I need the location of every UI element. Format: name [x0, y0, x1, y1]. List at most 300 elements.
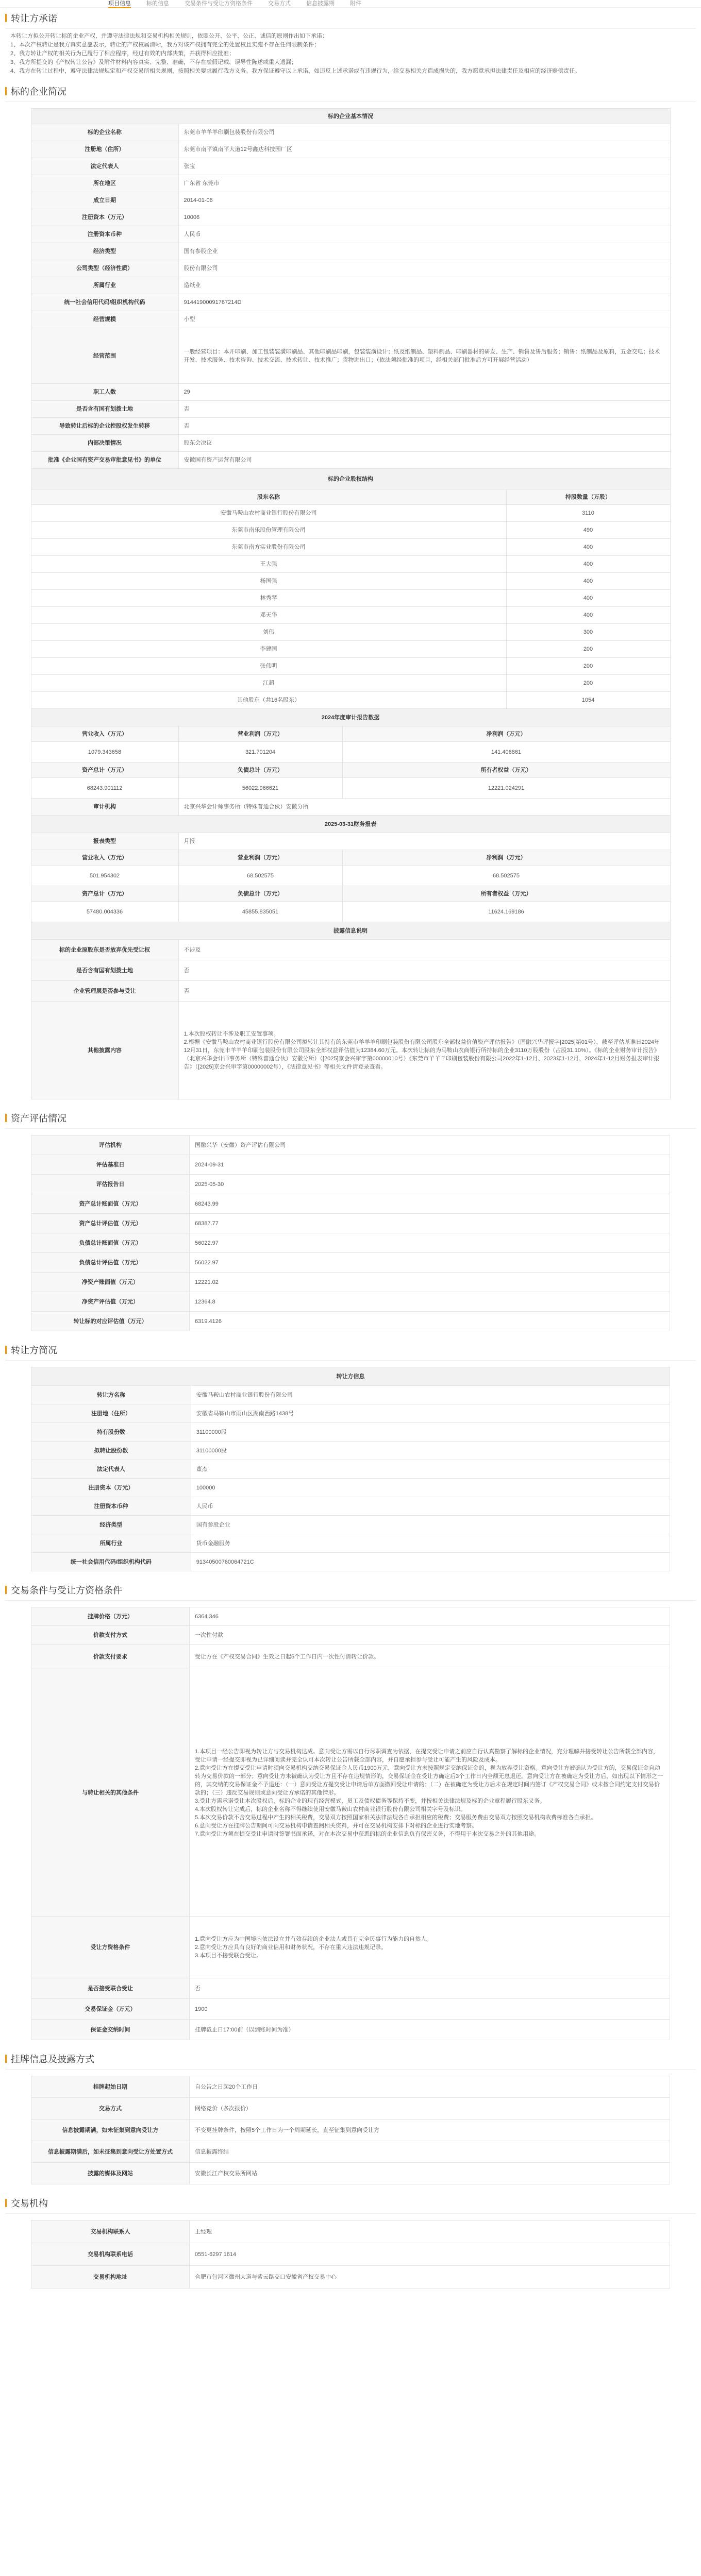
table-row: [31, 243, 670, 260]
row-label: 净资产账面值（万元）: [31, 1273, 190, 1292]
table-row: [31, 1479, 670, 1497]
table-row: [31, 2266, 670, 2289]
row-label: 保证金交纳时间: [31, 2020, 190, 2040]
table-row: [31, 726, 670, 742]
row-value: 2024-09-31: [190, 1155, 670, 1175]
agency-table: [31, 2220, 670, 2289]
table-row: [31, 158, 670, 175]
row-value: 合肥市包河区徽州大道与紫云路交口安徽省产权交易中心: [190, 2266, 670, 2289]
section-title-agency: [5, 2193, 696, 2214]
row-label: 负债总计评估值（万元）: [31, 1253, 190, 1273]
tab-item[interactable]: 附件: [350, 1, 361, 7]
table-cell: 邓天华: [31, 607, 506, 624]
table-row: [31, 1175, 670, 1194]
table-row: [31, 539, 670, 556]
row-label: 价款支付方式: [31, 1626, 190, 1645]
section-accent: [5, 1346, 7, 1354]
table-row: [31, 1136, 670, 1155]
section-title-seller: [5, 1340, 696, 1361]
table-row: [31, 675, 670, 692]
table-row: [31, 1273, 670, 1292]
table-header: 2024年度审计报告数据: [31, 709, 670, 726]
table-row: [31, 981, 670, 1002]
table-cell: 400: [506, 539, 670, 556]
row-label: 经济类型: [31, 243, 178, 260]
table-row: [31, 1534, 670, 1553]
top-nav: [0, 0, 701, 8]
row-value: 1.意向受让方应为中国境内依法设立并有效存续的企业法人或具有完全民事行为能力的自然人。 2.意向受让方应具有良好的商业信用和财务状况，不存在重大违法违规记录。 3.本项目不接受联合受让。: [190, 1917, 670, 1978]
row-value: 挂牌截止日17:00前（以到账时间为准）: [190, 2020, 670, 2040]
row-label: 导致转让后标的企业控股权发生转移: [31, 418, 178, 435]
table-cell: 净利润（万元）: [342, 726, 670, 742]
row-value: 股份有限公司: [178, 260, 670, 277]
table-row: [31, 209, 670, 226]
table-row: [31, 607, 670, 624]
row-label: 法定代表人: [31, 158, 178, 175]
row-value: 小型: [178, 311, 670, 328]
table-row: [31, 522, 670, 539]
table-row: [31, 778, 670, 799]
row-label: 批准《企业国有资产交易审批意见书》的单位: [31, 452, 178, 469]
row-label: 公司类型（经济性质）: [31, 260, 178, 277]
table-header-row: [31, 709, 670, 726]
row-value: 100000: [191, 1479, 670, 1497]
row-label: 所属行业: [31, 1534, 191, 1553]
row-label: 注册地（住所）: [31, 1404, 191, 1423]
row-value: 不涉及: [178, 940, 670, 960]
table-row: [31, 692, 670, 709]
row-value: 10006: [178, 209, 670, 226]
table-row: [31, 1404, 670, 1423]
row-value: 一次性付款: [190, 1626, 670, 1645]
table-row: [31, 2163, 670, 2184]
row-label: 统一社会信用代码/组织机构代码: [31, 294, 178, 311]
row-value: 安徽国有资产运营有限公司: [178, 452, 670, 469]
table-cell: 141.406861: [342, 742, 670, 762]
table-row: [31, 192, 670, 209]
row-value: 安徽马鞍山农村商业银行股份有限公司: [191, 1386, 670, 1404]
row-label: 标的企业原股东是否放弃优先受让权: [31, 940, 178, 960]
table-row: [31, 1423, 670, 1442]
table-row: [31, 1233, 670, 1253]
section-accent: [5, 2199, 7, 2207]
promise-line: 4、我方在转让过程中，遵守法律法规规定和产权交易所相关规则，按照相关要求履行我方义务。我方保证遵守以上承诺，如违反上述承诺或有违规行为，给交易相关方造成损失的，我方愿意承担法律责任及相应的经济赔偿责任。: [10, 68, 581, 74]
table-row: [31, 590, 670, 607]
row-label: 交易机构联系电话: [31, 2243, 190, 2266]
row-value: 人民币: [191, 1497, 670, 1516]
table-cell: 王大强: [31, 556, 506, 573]
table-header-row: [31, 922, 670, 940]
table-row: [31, 505, 670, 522]
promise-line: 本转让方拟公开转让标的企业产权，并遵守法律法规和交易机构相关规则，依照公开、公平、公正、诚信的原则作出如下承诺：: [10, 33, 328, 39]
row-label: 标的企业名称: [31, 124, 178, 141]
row-label: 评估基准日: [31, 1155, 190, 1175]
table-cell: 所有者权益（万元）: [342, 762, 670, 778]
row-value: 董杰: [191, 1460, 670, 1479]
row-label: 经济类型: [31, 1516, 191, 1534]
table-row: [31, 886, 670, 902]
row-label: 所属行业: [31, 277, 178, 294]
section-title-text: 资产评估情况: [11, 1113, 66, 1124]
section-title-listing: [5, 2048, 696, 2070]
row-value: 6319.4126: [190, 1312, 670, 1331]
row-value: 68387.77: [190, 1214, 670, 1233]
row-value: 月报: [178, 833, 670, 850]
row-value: 12221.02: [190, 1273, 670, 1292]
row-value: 1900: [190, 1999, 670, 2020]
table-header: 转让方信息: [31, 1367, 670, 1386]
section-title-text: 挂牌信息及披露方式: [11, 2054, 94, 2064]
table-row: [31, 1999, 670, 2020]
row-label: 信息披露期满后，如未征集到意向受让方处置方式: [31, 2141, 190, 2163]
section-accent: [5, 87, 7, 95]
row-label: 所在地区: [31, 175, 178, 192]
table-row: [31, 1917, 670, 1978]
table-cell: 400: [506, 607, 670, 624]
section-title-text: 交易条件与受让方资格条件: [11, 1585, 122, 1596]
row-value: 人民币: [178, 226, 670, 243]
table-row: [31, 2221, 670, 2243]
table-row: [31, 1312, 670, 1331]
table-row: [31, 328, 670, 384]
row-label: 价款支付要求: [31, 1645, 190, 1669]
table-cell: 1079.343658: [31, 742, 178, 762]
row-value: 56022.97: [190, 1253, 670, 1273]
table-cell: 200: [506, 675, 670, 692]
table-row: [31, 850, 670, 866]
table-cell: 林秀琴: [31, 590, 506, 607]
row-value: 股东会决议: [178, 435, 670, 452]
table-cell: 负债总计（万元）: [178, 762, 342, 778]
row-value: 91340500760064721C: [191, 1553, 670, 1571]
table-cell: 李建国: [31, 641, 506, 658]
row-value: 否: [178, 418, 670, 435]
table-cell: 11624.169186: [342, 902, 670, 922]
table-cell: 300: [506, 624, 670, 641]
table-cell: 200: [506, 658, 670, 675]
table-row: [31, 641, 670, 658]
row-label: 注册资本币种: [31, 226, 178, 243]
table-row: [31, 833, 670, 850]
row-label: 受让方资格条件: [31, 1917, 190, 1978]
table-cell: 1054: [506, 692, 670, 709]
row-label: 评估报告日: [31, 1175, 190, 1194]
table-cell: 56022.966621: [178, 778, 342, 799]
table-cell: 张伟明: [31, 658, 506, 675]
row-value: 12364.8: [190, 1292, 670, 1312]
row-value: 1.本次股权转让不涉及职工安置事项。 2.根据《安徽马鞍山农村商业银行股份有限公司拟转让其持有的东莞市羊羊羊印刷包装股份有限公司股东全部权益价值资产评估报告》（国融兴华评报字[2025]第01号），截至评估基准日2024年12月31日，东莞市羊羊羊印刷包装股份有限公司股东全部权益评估值为12384.60万元。本次转让标的为马鞍山农商银行所持标的企业3110万股股份（占股31.10%）。《标的企业财务审计报告》（北京兴华会计师事务所（特殊普通合伙）安徽分所）（[2025]京会兴审字第00000010号）《东莞市羊羊羊印刷包装股份有限公司2022年1-12月、2023年1-12月、2024年1-12月财务报表审计报告》（[2025]京会兴审字第00000002号），《法律意见书》等相关文件请登录查看。: [178, 1002, 670, 1099]
table-row: [31, 1553, 670, 1571]
promise-line: 1、本次产权转让是我方真实意愿表示，转让的产权权属清晰，我方对该产权拥有完全的处置权且实施不存在任何限制条件；: [10, 42, 320, 48]
table-row: [31, 940, 670, 960]
table-cell: 68.502575: [342, 866, 670, 886]
row-value: 广东省 东莞市: [178, 175, 670, 192]
table-header: 披露信息说明: [31, 922, 670, 940]
table-row: [31, 2243, 670, 2266]
row-value: 0551-6297 1614: [190, 2243, 670, 2266]
section-title-text: 转让方承诺: [11, 13, 57, 24]
section-title-company: [5, 81, 696, 102]
table-cell: 490: [506, 522, 670, 539]
row-label: 注册资本（万元）: [31, 1479, 191, 1497]
row-label: 挂牌起始日期: [31, 2076, 190, 2098]
row-value: 31100000股: [191, 1423, 670, 1442]
row-value: 2014-01-06: [178, 192, 670, 209]
row-value: 68243.99: [190, 1194, 670, 1214]
table-header: 标的企业基本情况: [31, 109, 670, 124]
row-value: 6364.346: [190, 1607, 670, 1626]
table-row: [31, 2098, 670, 2120]
row-value: 受让方在《产权交易合同》生效之日起5个工作日内一次性付清转让价款。: [190, 1645, 670, 1669]
row-label: 其他披露内容: [31, 1002, 178, 1099]
table-header: 标的企业股权结构: [31, 469, 670, 489]
row-label: 企业管理层是否参与受让: [31, 981, 178, 1002]
row-label: 是否含有国有划拨土地: [31, 960, 178, 981]
row-label: 职工人数: [31, 384, 178, 401]
row-label: 是否含有国有划拨土地: [31, 401, 178, 418]
table-row: [31, 624, 670, 641]
table-header-row: [31, 469, 670, 489]
table-row: [31, 384, 670, 401]
row-value: 国有参股企业: [178, 243, 670, 260]
table-row: [31, 452, 670, 469]
tab-item[interactable]: 标的信息: [146, 1, 169, 7]
row-label: 净资产评估值（万元）: [31, 1292, 190, 1312]
row-label: 资产总计评估值（万元）: [31, 1214, 190, 1233]
table-row: [31, 866, 670, 886]
row-value: 造纸业: [178, 277, 670, 294]
row-value: 东莞市南平镇南平大道12号鑫达科技园厂区: [178, 141, 670, 158]
table-row: [31, 1516, 670, 1534]
row-value: 网络竞价（多次报价）: [190, 2098, 670, 2120]
section-title-promise: [5, 8, 696, 29]
tab-item[interactable]: 信息披露期: [306, 1, 335, 7]
table-cell: 资产总计（万元）: [31, 762, 178, 778]
row-value: 否: [190, 1978, 670, 1999]
section-title-text: 转让方简况: [11, 1345, 57, 1355]
table-cell: 所有者权益（万元）: [342, 886, 670, 902]
table-cell: 股东名称: [31, 489, 506, 505]
section-accent: [5, 1586, 7, 1594]
table-row: [31, 1442, 670, 1460]
table-header-row: [31, 109, 670, 124]
row-label: 审计机构: [31, 799, 178, 816]
row-value: 信息披露终结: [190, 2141, 670, 2163]
row-label: 负债总计账面值（万元）: [31, 1233, 190, 1253]
row-value: 56022.97: [190, 1233, 670, 1253]
table-cell: 其他股东（共16名股东）: [31, 692, 506, 709]
table-cell: 净利润（万元）: [342, 850, 670, 866]
row-label: 持有股份数: [31, 1423, 191, 1442]
row-value: 安徽省马鞍山市雨山区湖南西路1438号: [191, 1404, 670, 1423]
row-value: 王经理: [190, 2221, 670, 2243]
row-label: 报表类型: [31, 833, 178, 850]
table-cell: 东莞市南方实业股份有限公司: [31, 539, 506, 556]
table-row: [31, 124, 670, 141]
row-label: 信息披露期满，如未征集到意向受让方: [31, 2120, 190, 2141]
section-title-text: 标的企业简况: [11, 87, 66, 97]
table-row: [31, 960, 670, 981]
table-cell: 68243.901112: [31, 778, 178, 799]
table-row: [31, 1978, 670, 1999]
listing-table: [31, 2076, 670, 2184]
table-row: [31, 1292, 670, 1312]
table-cell: 3110: [506, 505, 670, 522]
table-row: [31, 401, 670, 418]
table-row: [31, 1626, 670, 1645]
row-label: 内部决策情况: [31, 435, 178, 452]
table-row: [31, 1497, 670, 1516]
table-row: [31, 742, 670, 762]
table-cell: 营业利润（万元）: [178, 850, 342, 866]
table-row: [31, 175, 670, 192]
row-value: 国融兴华（安徽）资产评估有限公司: [190, 1136, 670, 1155]
table-cell: 400: [506, 590, 670, 607]
table-row: [31, 1002, 670, 1099]
row-label: 披露的媒体及网站: [31, 2163, 190, 2184]
row-label: 是否接受联合受让: [31, 1978, 190, 1999]
row-label: 交易机构联系人: [31, 2221, 190, 2243]
table-row: [31, 573, 670, 590]
row-label: 交易保证金（万元）: [31, 1999, 190, 2020]
table-cell: 321.701204: [178, 742, 342, 762]
table-cell: 501.954302: [31, 866, 178, 886]
table-row: [31, 226, 670, 243]
table-row: [31, 1669, 670, 1917]
conditions-table: [31, 1607, 670, 2040]
row-label: 交易方式: [31, 2098, 190, 2120]
table-header-row: [31, 816, 670, 833]
row-label: 统一社会信用代码/组织机构代码: [31, 1553, 191, 1571]
section-title-text: 交易机构: [11, 2198, 48, 2209]
row-label: 交易机构地址: [31, 2266, 190, 2289]
row-label: 挂牌价格（万元）: [31, 1607, 190, 1626]
table-cell: 资产总计（万元）: [31, 886, 178, 902]
row-label: 注册资本（万元）: [31, 209, 178, 226]
seller-table: [31, 1367, 670, 1571]
section-accent: [5, 1114, 7, 1122]
table-cell: 营业收入（万元）: [31, 850, 178, 866]
table-cell: 江超: [31, 675, 506, 692]
company-table: [31, 108, 671, 1099]
row-value: 国有参股企业: [191, 1516, 670, 1534]
tab-item[interactable]: 项目信息: [108, 0, 131, 8]
table-row: [31, 799, 670, 816]
table-cell: 刘伟: [31, 624, 506, 641]
row-value: 北京兴华会计师事务所（特殊普通合伙）安徽分所: [178, 799, 670, 816]
row-value: 2025-05-30: [190, 1175, 670, 1194]
table-cell: 400: [506, 573, 670, 590]
row-label: 评估机构: [31, 1136, 190, 1155]
row-label: 成立日期: [31, 192, 178, 209]
row-value: 货币金融服务: [191, 1534, 670, 1553]
row-value: 91441900091767214D: [178, 294, 670, 311]
section-title-valuation: [5, 1108, 696, 1129]
promise-line: 3、我方所提交的《产权转让公告》及附件材料内容真实、完整、准确，不存在虚假记载、误导性陈述或重大遗漏；: [10, 59, 297, 65]
table-row: [31, 489, 670, 505]
row-label: 注册地（住所）: [31, 141, 178, 158]
section-accent: [5, 2055, 7, 2063]
table-row: [31, 2020, 670, 2040]
table-cell: 营业利润（万元）: [178, 726, 342, 742]
promise-text: [5, 29, 696, 81]
row-label: 注册资本币种: [31, 1497, 191, 1516]
table-cell: 安徽马鞍山农村商业银行股份有限公司: [31, 505, 506, 522]
table-row: [31, 311, 670, 328]
row-value: 否: [178, 960, 670, 981]
table-cell: 杨国强: [31, 573, 506, 590]
row-label: 资产总计账面值（万元）: [31, 1194, 190, 1214]
table-cell: 200: [506, 641, 670, 658]
table-row: [31, 418, 670, 435]
table-row: [31, 141, 670, 158]
row-label: 与转让相关的其他条件: [31, 1669, 190, 1917]
table-row: [31, 1214, 670, 1233]
tab-item[interactable]: 交易方式: [268, 1, 291, 7]
row-value: 否: [178, 401, 670, 418]
table-row: [31, 294, 670, 311]
tab-item[interactable]: 交易条件与受让方资格条件: [185, 1, 253, 7]
table-cell: 营业收入（万元）: [31, 726, 178, 742]
table-cell: 东莞市南乐股份管理有限公司: [31, 522, 506, 539]
row-value: 安徽长江产权交易所网站: [190, 2163, 670, 2184]
row-label: 拟转让股份数: [31, 1442, 191, 1460]
row-value: 自公告之日起20个工作日: [190, 2076, 670, 2098]
table-row: [31, 1460, 670, 1479]
row-label: 经营范围: [31, 328, 178, 384]
section-accent: [5, 14, 7, 22]
row-value: 否: [178, 981, 670, 1002]
table-row: [31, 435, 670, 452]
table-cell: 持股数量（万股）: [506, 489, 670, 505]
table-row: [31, 1194, 670, 1214]
nav-tabs: [108, 0, 361, 8]
table-header: 2025-03-31财务报表: [31, 816, 670, 833]
table-cell: 负债总计（万元）: [178, 886, 342, 902]
table-row: [31, 2076, 670, 2098]
table-header-row: [31, 1367, 670, 1386]
table-row: [31, 2141, 670, 2163]
table-row: [31, 1155, 670, 1175]
table-cell: 45855.835051: [178, 902, 342, 922]
page-content: [5, 8, 696, 2289]
table-row: [31, 277, 670, 294]
table-row: [31, 902, 670, 922]
table-row: [31, 1645, 670, 1669]
row-label: 经营规模: [31, 311, 178, 328]
row-value: 一般经营项目：本开印刷、加工包装装潢印刷品、其他印刷品印刷，包装装潢设计；纸及纸制品、塑料制品、印刷器材的研发、生产、销售及售后服务；销售：纸制品及原料，五金交电；技术开发、技术服务、技术咨询、技术交流、技术转让、技术推广；货物进出口；（依法须经批准的项目，经相关部门批准后方可开展经营活动）: [178, 328, 670, 384]
promise-line: 2、我方转让产权的相关行为已履行了相应程序，经过有效的内部决策，并获得相应批准；: [10, 50, 235, 57]
row-label: 转让标的对应评估值（万元）: [31, 1312, 190, 1331]
row-value: 29: [178, 384, 670, 401]
row-value: 1.本项目一经公告即视为转让方与交易机构达成。意向受让方需以自行尽职调查为依据，在提交受让申请之前应自行认真勘察了解标的企业情况，充分理解并接受转让公告所载全部内容，受让申请一经提交即视为已详细阅读并完全认可本次转让公告所载全部内容，并自愿承担参与受让可能产生的风险及成本。 2.意向受让方在提交受让申请时须向交易机构交纳交易保证金人民币1900万元，意向受让方未按照规定交纳保证金的，视为放弃受让资格。意向受让方被确认为受让方的，交易保证金自动转为交易价款的一部分；意向受让方未被确认为受让方且不存在违规情形的，交易保证金在受让方确定后3个工作日内全额无息退还。意向受让方在被确定为受让方后，如出现以下情形之一的，其交纳的交易保证金不予退还：（一）意向受让方提交受让申请后单方面撤回受让申请的；（二）在被确定为受让方后未在规定时间内签订《产权交易合同》或未按合同约定支付交易价款的；（三）违反交易规则或意向受让方承诺的其他情形。 3.受让方需承诺受让本次股权后，标的企业的现有经营模式、员工及债权债务等保持不变，并按相关法律法规及标的企业章程履行股东义务。 4.本次股权转让完成后，标的企业名称不得继续使用安徽马鞍山农村商业银行股份有限公司相关字号及标识。 5.本次交易价款不含交易过程中产生的相关税费，交易双方按照国家相关法律法规各自承担相应的税费；交易服务费由交易双方按照交易机构收费标准各自承担。 6.意向受让方在挂牌公告期间可向交易机构申请查阅相关资料，并可在交易机构安排下对标的企业进行实地考察。 7.意向受让方须在提交受让申请时签署书面承诺，对在本次交易中获悉的标的企业信息负有保密义务，不得用于本次交易之外的其他用途。: [190, 1669, 670, 1917]
table-row: [31, 2120, 670, 2141]
valuation-table: [31, 1135, 670, 1331]
table-row: [31, 556, 670, 573]
row-value: 张宝: [178, 158, 670, 175]
table-cell: 57480.004336: [31, 902, 178, 922]
section-title-conditions: [5, 1580, 696, 1601]
table-row: [31, 1607, 670, 1626]
row-value: 东莞市羊羊羊印刷包装股份有限公司: [178, 124, 670, 141]
table-row: [31, 658, 670, 675]
row-label: 法定代表人: [31, 1460, 191, 1479]
row-value: 31100000股: [191, 1442, 670, 1460]
table-cell: 68.502575: [178, 866, 342, 886]
table-cell: 400: [506, 556, 670, 573]
table-row: [31, 260, 670, 277]
table-row: [31, 762, 670, 778]
